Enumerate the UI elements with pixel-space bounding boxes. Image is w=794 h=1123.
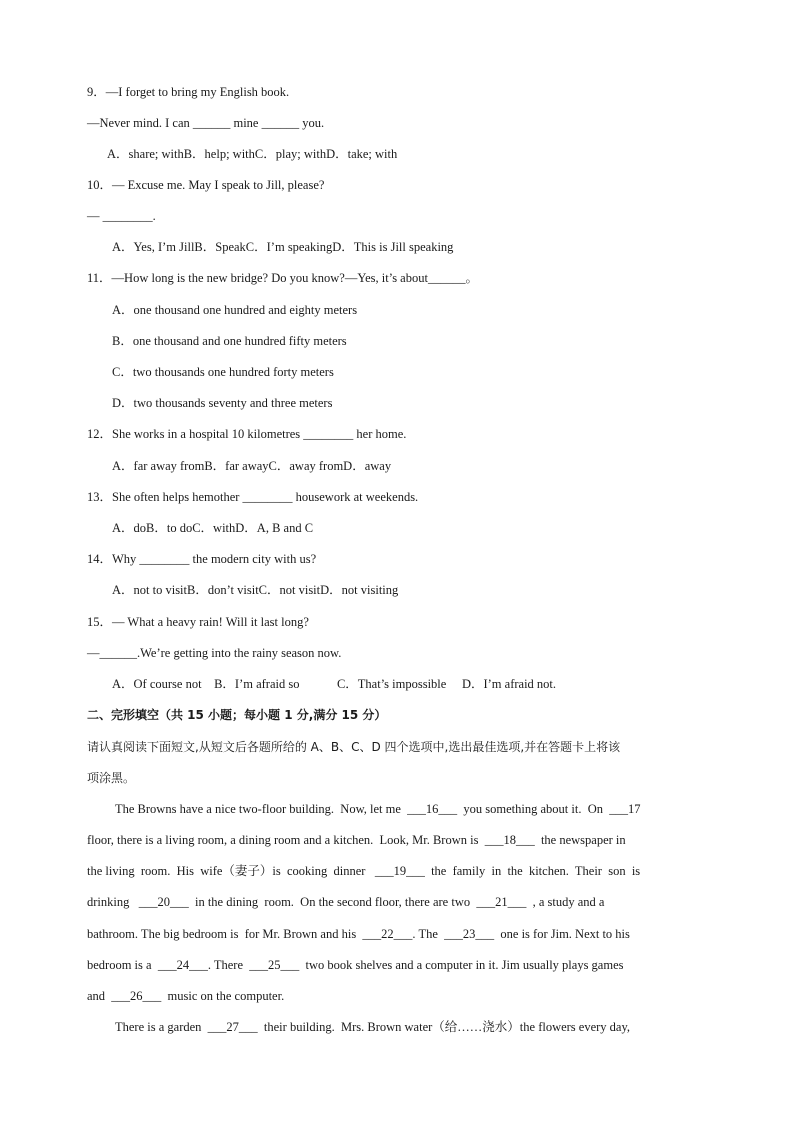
question-10-stem: 10．— Excuse me. May I speak to Jill, please? [87, 178, 325, 192]
question-11-option-b: B．one thousand and one hundred fifty meters [112, 334, 347, 348]
question-12-options: A．far away fromB．far awayC．away fromD．away [112, 459, 392, 473]
question-15-options: A．Of course not B．I’m afraid so C．That’s impossible D．I’m afraid not. [112, 677, 557, 691]
question-13-options: A．doB．to doC．withD．A, B and C [112, 521, 314, 535]
question-11-option-d: D．two thousands seventy and three meters [112, 396, 333, 410]
passage-line-4: drinking ___20___ in the dining room. On the second floor, there are two ___21___ , a study and a [87, 895, 605, 909]
question-10-options: A．Yes, I’m JillB．SpeakC．I’m speakingD．This is Jill speaking [112, 240, 454, 254]
section-2-heading: 二、完形填空（共 15 小题；每小题 1 分,满分 15 分） [87, 708, 387, 722]
question-14-stem: 14．Why ________ the modern city with us? [87, 552, 317, 566]
passage-line-2: floor, there is a living room, a dining room and a kitchen. Look, Mr. Brown is ___18___ the newspaper in [87, 833, 626, 847]
question-12-stem: 12．She works in a hospital 10 kilometres ________ her home. [87, 427, 407, 441]
question-13-stem: 13．She often helps hemother ________ housework at weekends. [87, 490, 419, 504]
passage-line-8: There is a garden ___27___ their building. Mrs. Brown water（给……浇水）the flowers every day, [115, 1020, 631, 1034]
question-9-options: A．share; withB．help; withC．play; withD．take; with [107, 147, 398, 161]
passage-line-7: and ___26___ music on the computer. [87, 989, 285, 1003]
passage-line-5: bathroom. The big bedroom is for Mr. Brown and his ___22___. The ___23___ one is for Jim. Next to his [87, 927, 630, 941]
section-2-instruction-line-1: 请认真阅读下面短文,从短文后各题所给的 A、B、C、D 四个选项中,选出最佳选项,并在答题卡上将该 [87, 740, 621, 754]
question-15-stem: 15．— What a heavy rain! Will it last long? [87, 615, 309, 629]
question-9-stem: 9．—I forget to bring my English book. [87, 85, 290, 99]
passage-line-6: bedroom is a ___24___. There ___25___ two book shelves and a computer in it. Jim usually plays games [87, 958, 624, 972]
passage-line-3: the living room. His wife（妻子）is cooking dinner ___19___ the family in the kitchen. Their son is [87, 864, 641, 878]
question-11-option-a: A．one thousand one hundred and eighty meters [112, 303, 358, 317]
question-15-response: —______.We’re getting into the rainy season now. [87, 646, 342, 660]
question-9-response: —Never mind. I can ______ mine ______ you. [87, 116, 325, 130]
passage-line-1: The Browns have a nice two-floor building. Now, let me ___16___ you something about it. On ___17 [115, 802, 641, 816]
section-2-instruction-line-2: 项涂黑。 [87, 771, 136, 785]
question-11-stem: 11．—How long is the new bridge? Do you know?—Yes, it’s about______。 [87, 271, 478, 285]
question-14-options: A．not to visitB．don’t visitC．not visitD．not visiting [112, 583, 399, 597]
question-11-option-c: C．two thousands one hundred forty meters [112, 365, 334, 379]
question-10-response: — ________. [87, 209, 156, 223]
